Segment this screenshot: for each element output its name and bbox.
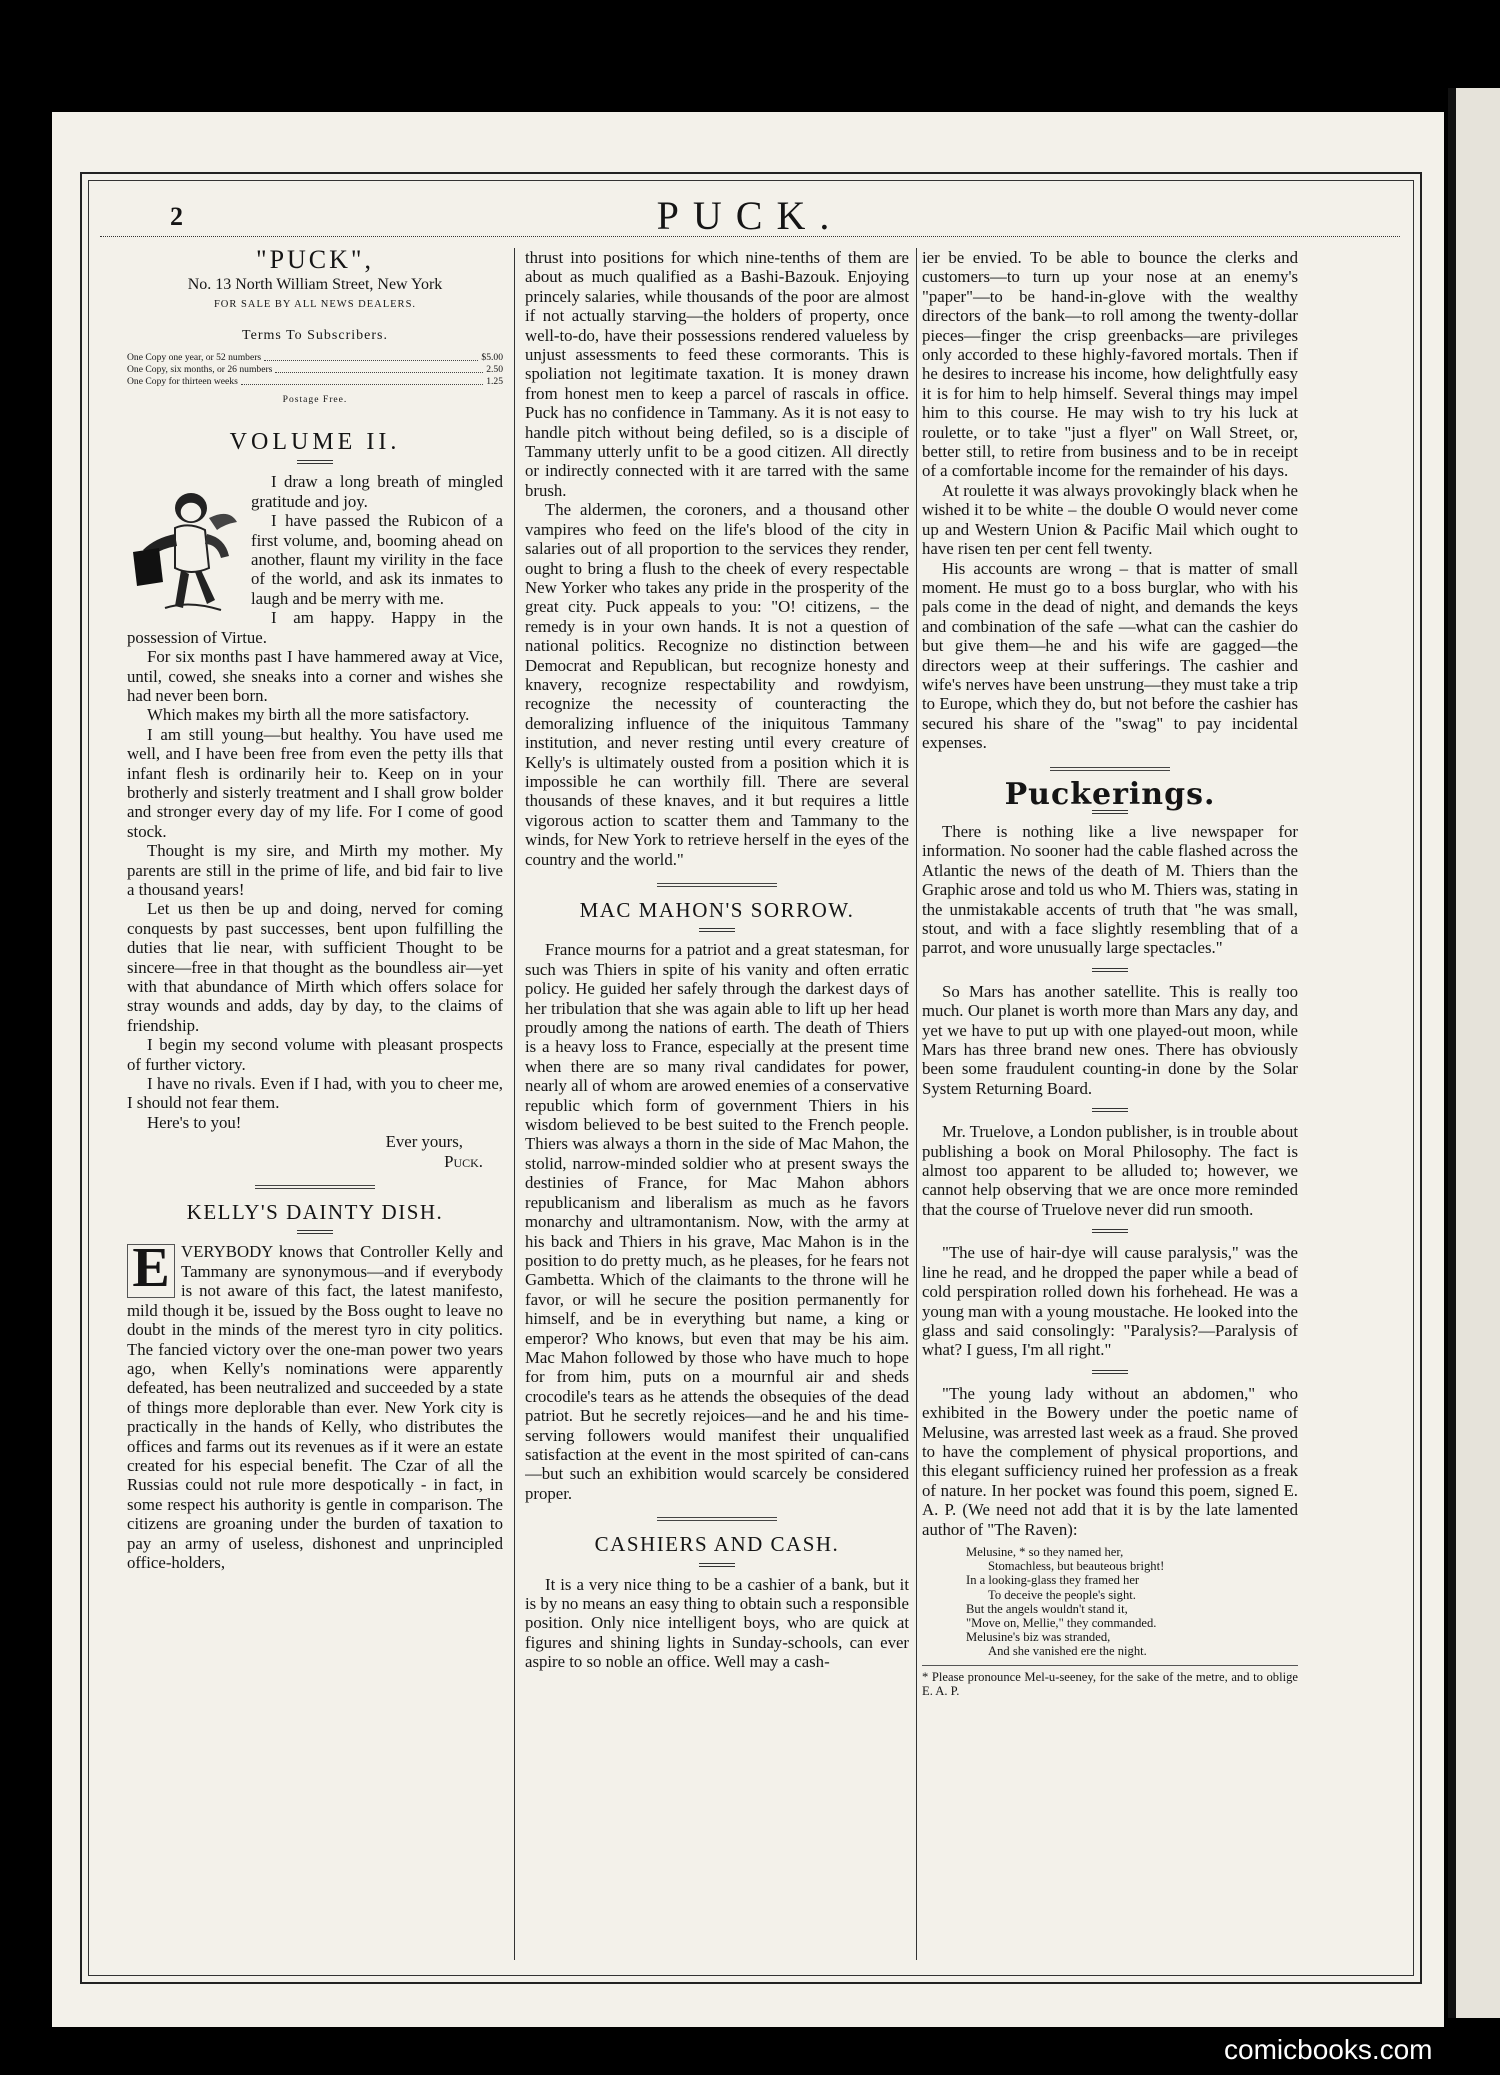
volume-para: I have no rivals. Even if I had, with you to cheer me, I should not fear them. xyxy=(127,1074,503,1113)
page-header xyxy=(100,188,1400,238)
page-number: 2 xyxy=(170,202,183,231)
volume-heading: VOLUME II. xyxy=(229,429,401,456)
publication-address: No. 13 North William Street, New York xyxy=(187,276,443,294)
puckerings-heading: Puckerings. xyxy=(1004,776,1216,812)
poem-line: And she vanished ere the night. xyxy=(988,1644,1147,1659)
publication-title: "PUCK", xyxy=(255,248,375,274)
column-1 xyxy=(127,248,503,1960)
heading-rule xyxy=(699,1563,735,1567)
section-rule xyxy=(255,1185,375,1189)
volume-para: Thought is my sire, and Mirth my mother. My parents are still in the prime of life, and bid fair to live a thousand years! xyxy=(127,841,503,899)
binding-shadow xyxy=(1448,88,1456,2018)
kelly-text: VERYBODY knows that Controller Kelly and Tammany are synonymous—and if everybody is not aware of this fact, the latest manifesto, mild though it be, issued by the Boss ought to leave no doubt in the minds of the merest tyro in city politics. The fancied victory over the one-man power two years ago, when Kelly's nominations were apparently defeated, has been neutralized and succeeded by a state of things more deplorable than ever. New York city is practically in the hands of Kelly, who distributes the offices and farms out its revenues as if it were an estate created for his especial benefit. The Czar of all the Russias could not rule more despotically - in fact, in some respect his authority is gentle in comparison. The citizens are groaning under the burden of taxation to pay an army of useless, dishonest and unprincipled office-holders, xyxy=(127,1242,503,1572)
volume-para: I am still young—but healthy. You have used me well, and I have been free from even the petty ills that infant flesh is ordinarily heir to. Keep on in your brotherly and sisterly treatment and I shall grow bolder and stronger every day of my life. For I come of good stock. xyxy=(127,724,503,841)
terms-label: One Copy one year, or 52 numbers xyxy=(127,351,262,363)
section-rule xyxy=(657,883,777,887)
section-rule xyxy=(657,1517,777,1521)
poem-line: Melusine's biz was stranded, xyxy=(966,1630,1111,1645)
section-rule xyxy=(1050,767,1170,771)
macmahon-heading: MAC MAHON'S SORROW. xyxy=(579,898,855,922)
terms-row xyxy=(127,376,503,388)
terms-label: One Copy for thirteen weeks xyxy=(127,375,238,387)
item-rule xyxy=(1092,968,1128,972)
volume-para: Let us then be up and doing, nerved for coming conquests by past successes, bent upon fulfilling the duties that lie near, with sufficient Thought to be sincere—free in that thought as the boundless air—yet with that abundance of Mirth which offers solace for stray wounds and adds, day by day, to the claims of friendship. xyxy=(127,899,503,1035)
macmahon-text: France mourns for a patriot and a great statesman, for such was Thiers in spite of his vanity and often erratic policy. He guided her safely through the darkest days of her tribulation that she was again able to lift up her head proudly among the nations of earth. The death of Thiers is a heavy loss to France, especially at the present time when there are so many rival candidates for power, nearly all of whom are arowed enemies of a conservative republic which form of government Thiers in his wisdom believed to be best suited to the French people. Thiers was always a thorn in the side of Mac Mahon, the stolid, narrow-minded soldier who at present sways the destinies of France, for Mac Mahon abhors republicanism and liberalism as much as he favors monarchy and ultramontanism. Now, with the army at his back and Thiers in his grave, Mac Mahon is in the position to do pretty much, as he pleases, for he fears not Gambetta. Which of the claimants to the throne will he favor, or will he secure the position permanently for himself, and be in everything but name, a king or emperor? Who knows, but even that may be his aim. Mac Mahon followed by those who have much to hope for from him, puts on a mournful air and sheds crocodile's tears as he attends the obsequies of the dead patriot. But he secretly rejoices—and he and his time-serving followers would manifest their unqualified satisfaction at the event in the most spirited of can-cans—but such an exhibition would scarcely be considered proper. xyxy=(525,940,909,1503)
kelly-heading: KELLY'S DAINTY DISH. xyxy=(186,1200,444,1225)
volume-para: Which makes my birth all the more satisfactory. xyxy=(147,705,470,725)
item-rule xyxy=(1092,1370,1128,1374)
item-rule xyxy=(1092,1229,1128,1233)
heading-rule xyxy=(297,1230,333,1234)
cupid-illustration xyxy=(127,478,243,618)
for-sale-notice: FOR SALE BY ALL NEWS DEALERS. xyxy=(213,298,417,310)
cashiers-continued: At roulette it was always provokingly black when he wished it to be white – the double O would never come up and Western Union & Pacific Mail which ought to have risen ten per cent fell twenty. xyxy=(922,480,1298,559)
volume-para: I begin my second volume with pleasant prospects of further victory. xyxy=(127,1035,503,1074)
cashiers-heading: CASHIERS AND CASH. xyxy=(594,1532,840,1557)
volume-para: For six months past I have hammered away at Vice, until, cowed, she sneaks into a corner and wishes she had never been born. xyxy=(127,647,503,705)
puckering-item: Mr. Truelove, a London publisher, is in trouble about publishing a book on Moral Philosophy. The fact is almost too apparent to be alluded to; however, we cannot help observing that we are once more reminded that the course of Truelove never did run smooth. xyxy=(922,1122,1298,1219)
header-rule xyxy=(100,236,1400,237)
volume-para: Here's to you! xyxy=(147,1112,242,1132)
volume-para: I am happy. Happy in the possession of Virtue. xyxy=(127,608,503,647)
column-separator-2 xyxy=(916,248,917,1960)
terms-price: 1.25 xyxy=(486,375,503,387)
kelly-dropcap: E xyxy=(127,1244,175,1298)
poem-line: "Move on, Mellie," they commanded. xyxy=(966,1615,1157,1630)
cashiers-text: It is a very nice thing to be a cashier of a bank, but it is by no means an easy thing to obtain such a responsible position. Only nice intelligent boys, who are quick at figures and shining lights in Sunday-schools, can ever aspire to so noble an office. Well may a cash- xyxy=(525,1574,909,1672)
poem-line: Stomachless, but beauteous bright! xyxy=(988,1559,1165,1574)
column-separator-1 xyxy=(514,248,515,1960)
volume-para: I draw a long breath of mingled gratitude and joy. xyxy=(251,472,503,511)
terms-price: 2.50 xyxy=(486,363,503,375)
terms-label: One Copy, six months, or 26 numbers xyxy=(127,363,273,375)
postage-notice: Postage Free. xyxy=(282,393,348,405)
watermark: comicbooks.com xyxy=(1224,2034,1433,2065)
cashiers-continued: His accounts are wrong – that is matter of small moment. He must go to a boss burglar, who with his pals come in the dead of night, and demands the keys and combination of the safe —what can the cashier do but give them—he and his wife are gagged—the directors weep at their sufferings. The cashier and wife's nerves have been unstrung—they must take a trip to Europe, which they do, but not before the cashier has secured his share of the "swag" to pay incidental expenses. xyxy=(922,558,1298,753)
column-2 xyxy=(525,248,909,1960)
poem-line: To deceive the people's sight. xyxy=(988,1587,1136,1602)
kelly-continued: thrust into positions for which nine-tenths of them are about as much qualified as a Bashi-Bazouk. Enjoying princely salaries, while thousands of the poor are almost if not actually starving—the holders of property, once well-to-do, have their possessions rendered valueless by unjust assessments to feed these cormorants. This is spoliation not legitimate taxation. It is money drawn from honest men to keep a parcel of rascals in office. Puck has no confidence in Tammany. As it is not easy to handle pitch without being defiled, so is a disciple of Tammany utterly unfit to be a good citizen. All directly or indirectly connected with it are tarred with the same brush. xyxy=(525,248,909,500)
terms-row xyxy=(127,352,503,364)
poem-line: Melusine, * so they named her, xyxy=(966,1544,1124,1559)
next-page-edge xyxy=(1456,88,1500,2018)
column-3 xyxy=(922,248,1298,1960)
poem xyxy=(922,1545,1298,1659)
puckering-item: So Mars has another satellite. This is really too much. Our planet is worth more than Mars any day, and yet we have to put up with one played-out moon, while Mars has three brand new ones. There has obviously been some fraudulent counting-in done by the Solar System Returning Board. xyxy=(922,981,1298,1098)
terms-heading: Terms To Subscribers. xyxy=(242,328,388,344)
puckering-item: "The young lady without an abdomen," who exhibited in the Bowery under the poetic name of Melusine, was arrested last week as a fraud. She proved to have the complement of physical proportions, and this elegant sufficiency ruined her profession as a freak of nature. In her pocket was found this poem, signed E. A. P. (We need not add that it is by the late lamented author of "The Raven): xyxy=(922,1383,1298,1539)
item-rule xyxy=(1092,1108,1128,1112)
poem-line: But the angels wouldn't stand it, xyxy=(966,1601,1128,1616)
puckering-item: There is nothing like a live newspaper for information. No sooner had the cable flashed across the Atlantic the news of the death of M. Thiers than the Graphic arose and told us who M. Thiers was, stating in the unmistakable accents of truth that "he was small, stout, and with a face slightly resembling that of a parrot, and wore unusually large spectacles." xyxy=(922,821,1298,958)
footnote: * Please pronounce Mel-u-seeney, for the sake of the metre, and to oblige E. A. P. xyxy=(922,1665,1298,1698)
poem-line: In a looking-glass they framed her xyxy=(966,1573,1140,1588)
heading-rule xyxy=(699,928,735,932)
closing-line: Ever yours, xyxy=(385,1132,463,1152)
signature: Puck. xyxy=(444,1151,483,1171)
volume-para: I have passed the Rubicon of a first volume, and, booming ahead on another, flaunt my virility in the face of the world, and ask its inmates to laugh and be merry with me. xyxy=(251,511,503,608)
masthead: PUCK. xyxy=(656,193,844,238)
puckering-item: "The use of hair-dye will cause paralysis," was the line he read, and he dropped the paper while a bead of cold perspiration rolled down his forhehead. He was a young man with a young moustache. He looked into the glass and said consolingly: "Paralysis?—Paralysis of what? I guess, I'm all right." xyxy=(922,1243,1298,1360)
terms-price: $5.00 xyxy=(481,351,503,363)
terms-row xyxy=(127,364,503,376)
heading-rule xyxy=(297,460,333,464)
cashiers-continued: ier be envied. To be able to bounce the clerks and customers—to turn up your nose at an enemy's "paper"—to be hand-in-glove with the wealthy directors of the bank—to roll among the twenty-dollar pieces—finger the crisp greenbacks—are privileges only accorded to these highly-favored mortals. Then if he desires to increase his income, how delightfully easy it is for him to help himself. Several things may impel him to this course. He may wish to try his luck at roulette, or to take "just a flyer" on Wall Street, or, better still, to retire from business and to be in receipt of a comfortable income for the remainder of his days. xyxy=(922,248,1298,481)
kelly-continued: The aldermen, the coroners, and a thousand other vampires who feed on the life's blood of the city in salaries out of all proportion to the services they render, ought to bring a flush to the cheek of every respectable New Yorker who takes any pride in the prosperity of the great city. Puck appeals to you: "O! citizens, – the remedy is in your own hands. It is not a question of national politics. Recognize no distinction between Democrat and Republican, but recognize honesty and knavery, recognize respectability and rowdyism, recognize the necessity of counteracting the demoralizing influence of the iniquitous Tammany institution, and never resting until every creature of Kelly's is ultimately ousted from a position which it is impossible he can worthily fill. There are several thousands of these knaves, and it but requires a little vigorous action to scatter them and Tammany to the winds, for New York to retrieve herself in the eyes of the country and the world." xyxy=(525,500,909,869)
